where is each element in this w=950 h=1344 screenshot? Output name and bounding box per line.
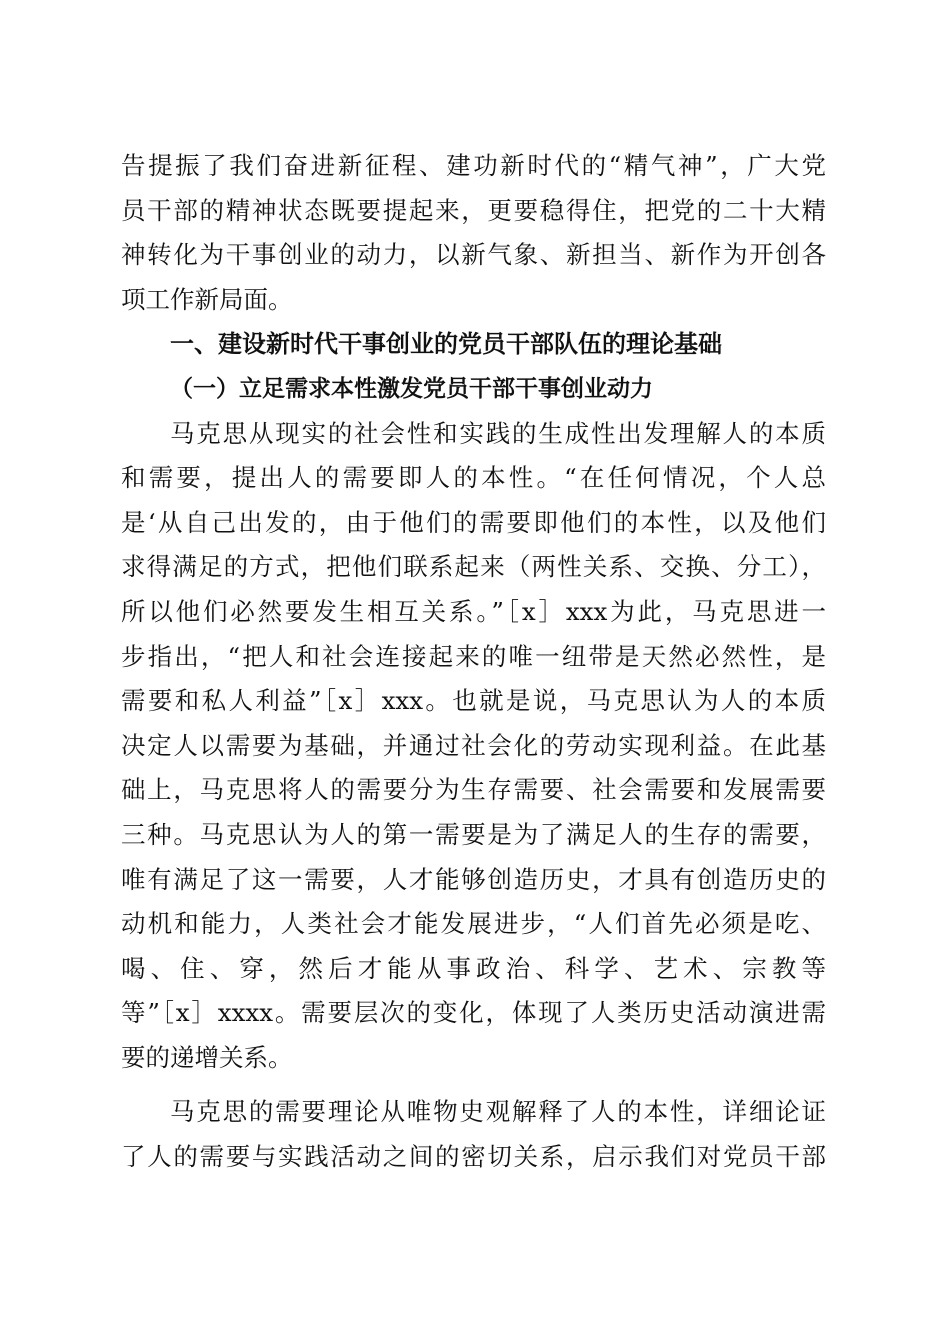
- text-line: 和需要，提出人的需要即人的本性。“在任何情况，个人总: [121, 463, 826, 493]
- text-line: 求得满足的方式，把他们联系起来（两性关系、交换、分工），: [121, 552, 826, 582]
- text-line: 需要和私人利益”［x］xxx。也就是说，马克思认为人的本质: [121, 686, 826, 716]
- text-line: 三种。马克思认为人的第一需要是为了满足人的生存的需要，: [121, 819, 826, 849]
- text-line: 要的递增关系。: [121, 1042, 293, 1072]
- text-line: 步指出，“把人和社会连接起来的唯一纽带是天然必然性，是: [121, 641, 826, 671]
- text-line: 马克思的需要理论从唯物史观解释了人的本性，详细论证: [170, 1097, 826, 1127]
- text-line: 础上，马克思将人的需要分为生存需要、社会需要和发展需要: [121, 775, 826, 805]
- paragraph-gap: [121, 1080, 826, 1090]
- text-line: 告提振了我们奋进新征程、建功新时代的“精气神”，广大党: [121, 151, 826, 180]
- text-line: 决定人以需要为基础，并通过社会化的劳动实现利益。在此基: [121, 730, 826, 760]
- text-line: 等”［x］xxxx。需要层次的变化，体现了人类历史活动演进需: [121, 998, 826, 1028]
- text-line: 唯有满足了这一需要，人才能够创造历史，才具有创造历史的: [121, 864, 826, 894]
- text-line: 项工作新局面。: [121, 284, 293, 314]
- text-line: 喝、住、穿，然后才能从事政治、科学、艺术、宗教等: [121, 953, 826, 983]
- text-line: 马克思从现实的社会性和实践的生成性出发理解人的本质: [170, 418, 826, 448]
- text-line: 员干部的精神状态既要提起来，更要稳得住，把党的二十大精: [121, 195, 826, 225]
- section-heading: 一、建设新时代干事创业的党员干部队伍的理论基础: [170, 330, 722, 359]
- body-paragraph-2: [121, 1090, 826, 1179]
- intro-paragraph: [121, 144, 826, 322]
- text-line: 动机和能力，人类社会才能发展进步，“人们首先必须是吃、: [121, 909, 826, 939]
- text-line: 神转化为干事创业的动力，以新气象、新担当、新作为开创各: [121, 240, 826, 270]
- body-paragraph-1: [121, 412, 826, 1081]
- text-line: 所以他们必然要发生相互关系。”［x］xxx为此，马克思进一: [121, 596, 826, 626]
- text-line: 了人的需要与实践活动之间的密切关系，启示我们对党员干部: [121, 1142, 826, 1172]
- text-line: 是‘从自己出发的，由于他们的需要即他们的本性，以及他们: [121, 507, 826, 537]
- subsection-heading: （一）立足需求本性激发党员干部干事创业动力: [170, 374, 653, 402]
- document-body: [121, 144, 826, 1180]
